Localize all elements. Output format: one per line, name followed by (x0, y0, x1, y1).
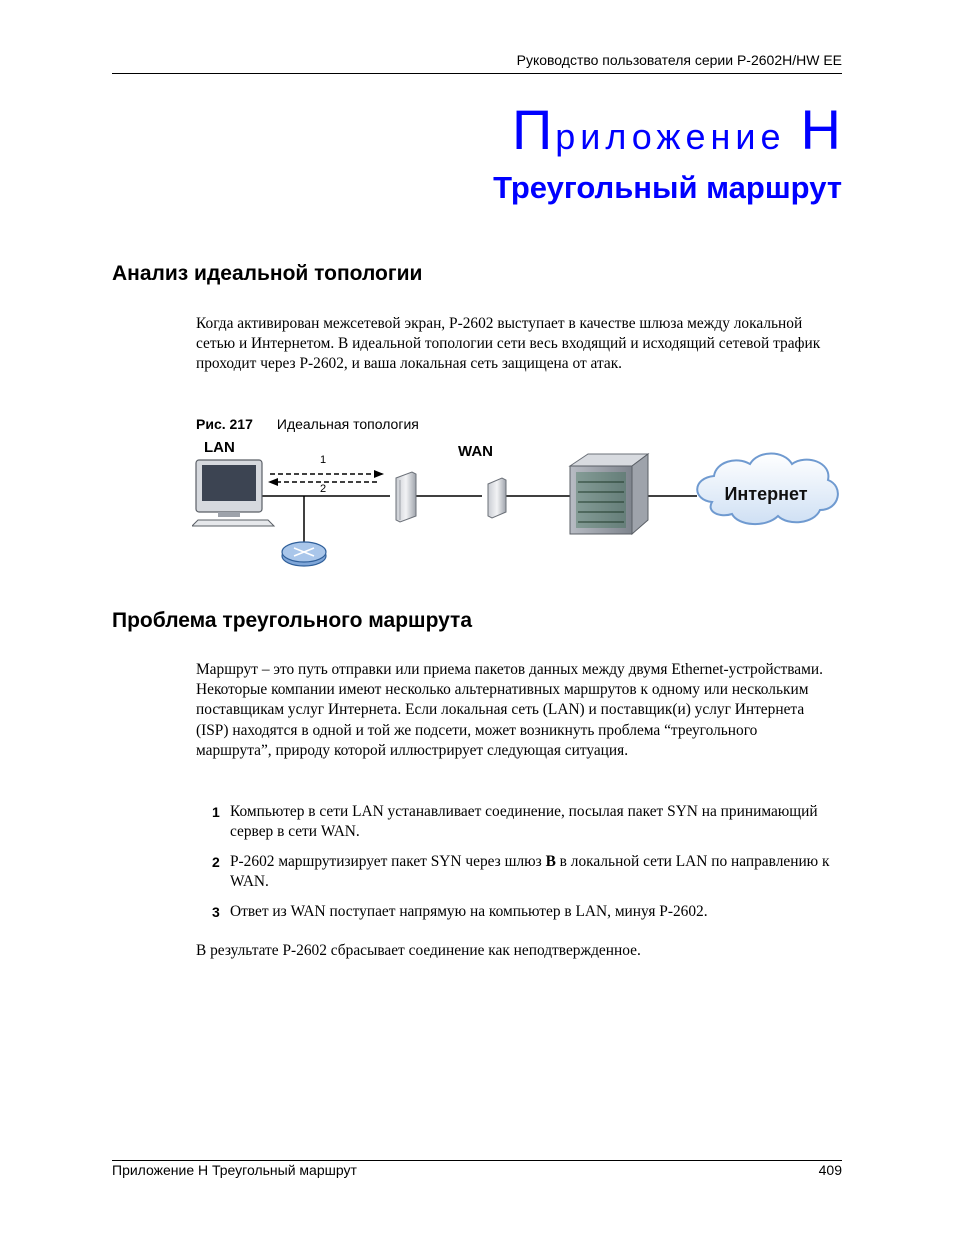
computer-icon (192, 460, 274, 526)
arrowhead-1 (374, 470, 384, 478)
section-paragraph: Маршрут – это путь отправки или приема пакетов данных между двумя Ethernet-устройствами. Некоторые компании имеют несколько альтернативных маршрутов к одному или нескольким поставщикам услуг Интернета. Если локальная сеть (LAN) и поставщик(и) услуг Интернета (ISP) находятся в одной и той же подсети, может возникнуть проблема “треугольного маршрута”, природу которой иллюстрирует следующая ситуация. (196, 661, 823, 759)
appendix-title-rest: риложение (555, 116, 786, 157)
p2602-device-icon (396, 472, 416, 522)
chapter-title: Треугольный маршрут (493, 170, 842, 205)
server-rack-icon (570, 454, 648, 534)
list-item (212, 802, 832, 842)
section-paragraph: Когда активирован межсетевой экран, P-2602 выступает в качестве шлюза между локальной сетью и Интернетом. В идеальной топологии сети весь входящий и исходящий сетевой трафик проходит через P-2602, и ваша локальная сеть защищена от атак. (196, 315, 821, 373)
footer-title: Приложение H Треугольный маршрут (112, 1162, 357, 1178)
figure-title: Идеальная топология (276, 416, 419, 432)
result-paragraph: В результате P-2602 сбрасывает соединение как неподтвержденное. (196, 942, 641, 959)
label-arrow-1: 1 (320, 454, 327, 466)
modem-device-icon (488, 478, 506, 518)
label-wan: WAN (458, 443, 493, 460)
step-text: Ответ из WAN поступает напрямую на компьютер в LAN, минуя P-2602. (230, 903, 708, 920)
section-heading-ideal-topology: Анализ идеальной топологии (112, 262, 423, 285)
label-lan: LAN (204, 439, 235, 456)
list-item (212, 902, 832, 922)
step-number: 3 (212, 904, 220, 920)
gateway-b-label: B (545, 853, 556, 870)
router-icon (282, 542, 326, 566)
label-arrow-2: 2 (320, 483, 327, 495)
appendix-title-letter: H (800, 98, 844, 161)
step-text-part: P-2602 маршрутизирует пакет SYN через шлюз (230, 853, 546, 870)
step-text-part: в локальной сети LAN по направлению к WAN. (230, 853, 830, 891)
running-header: Руководство пользователя серии P-2602H/HW EE (516, 52, 842, 68)
appendix-title (512, 98, 844, 169)
appendix-title-cap: П (512, 98, 556, 161)
figure-caption (196, 416, 419, 432)
footer-rule (112, 1160, 842, 1161)
step-number: 2 (212, 854, 220, 870)
step-text: Компьютер в сети LAN устанавливает соединение, посылая пакет SYN на принимающий сервер в сети WAN. (230, 803, 818, 841)
list-item (212, 852, 832, 892)
section-heading-triangle-route: Проблема треугольного маршрута (112, 609, 473, 632)
figure-number: Рис. 217 (196, 416, 253, 432)
header-rule (112, 73, 842, 74)
label-internet: Интернет (724, 484, 808, 504)
page-number: 409 (818, 1162, 842, 1178)
step-number: 1 (212, 804, 220, 820)
internet-cloud-icon (697, 454, 838, 525)
arrowhead-2 (268, 478, 278, 486)
step-text (212, 852, 832, 892)
topology-diagram (192, 438, 844, 570)
